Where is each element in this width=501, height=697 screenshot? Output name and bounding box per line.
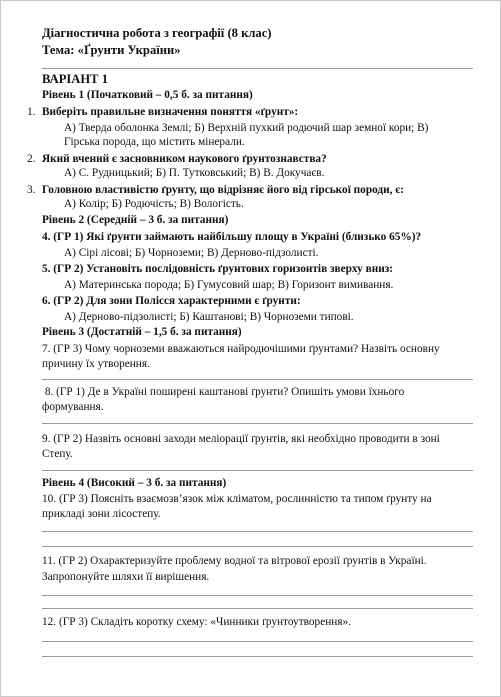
q3-question: Головною властивістю ґрунту, що відрізняє його від гірської породи, є:: [42, 184, 404, 196]
document-title: Діагностична робота з географії (8 клас): [42, 26, 272, 40]
q10-answer-line-2: [42, 546, 473, 547]
level1-heading: Рівень 1 (Початковий – 0,5 б. за питання): [42, 89, 253, 101]
q1-question: Виберіть правильне визначення поняття «ґрунт»:: [42, 106, 299, 118]
variant-heading: ВАРІАНТ 1: [42, 72, 109, 86]
q9-question: 9. (ГР 2) Назвіть основні заходи меліорації ґрунтів, які необхідно проводити в зоні: [42, 433, 440, 445]
q10-question: 10. (ГР 3) Поясніть взаємозв’язок між кліматом, рослинністю та типом ґрунту на: [42, 493, 432, 505]
q9-question-cont: Степу.: [42, 448, 73, 460]
q7-answer-line: [42, 379, 473, 380]
q3-answers: А) Колір; Б) Родючість; В) Вологість.: [64, 198, 244, 210]
q7-question: 7. (ГР 3) Чому чорноземи вважаються найродючішими ґрунтами? Назвіть основну: [42, 343, 440, 355]
q8-question-cont: формування.: [42, 401, 104, 413]
q11-answer-line-1: [42, 595, 473, 596]
level3-heading: Рівень 3 (Достатній – 1,5 б. за питання): [42, 326, 242, 338]
q11-answer-line-2: [42, 608, 473, 609]
level4-heading: Рівень 4 (Високий – 3 б. за питання): [42, 477, 227, 489]
q7-question-cont: причину їх утворення.: [42, 358, 150, 370]
q1-answers: А) Тверда оболонка Землі; Б) Верхній пухкий родючий шар земної кори; В): [64, 122, 429, 134]
q4-question: 4. (ГР 1) Які ґрунти займають найбільшу площу в Україні (близько 65%)?: [42, 231, 422, 243]
q2-number: 2.: [27, 153, 36, 165]
q11-question-cont: Запропонуйте шляхи її вирішення.: [42, 571, 210, 583]
q12-answer-line-1: [42, 641, 473, 642]
document-topic: Тема: «Ґрунти України»: [42, 43, 181, 57]
q12-answer-line-2: [42, 656, 473, 657]
q9-answer-line: [42, 470, 473, 471]
q2-question: Який вчений є засновником наукового ґрунтознавства?: [42, 153, 327, 165]
q4-answers: А) Сірі лісові; Б) Чорноземи; В) Дерново-підзолисті.: [64, 247, 319, 259]
q2-answers: А) С. Рудницький; Б) П. Тутковський; В) В. Докучаєв.: [64, 167, 325, 179]
q8-answer-line: [42, 423, 473, 424]
level2-heading: Рівень 2 (Середній – 3 б. за питання): [42, 214, 229, 226]
q5-answers: А) Материнська порода; Б) Гумусовий шар; В) Горизонт вимивання.: [64, 279, 394, 291]
q1-number: 1.: [27, 106, 36, 118]
q12-question: 12. (ГР 3) Складіть коротку схему: «Чинники ґрунтоутворення».: [42, 616, 351, 628]
q11-question: 11. (ГР 2) Охарактеризуйте проблему водної та вітрової ерозії ґрунтів в Україні.: [42, 555, 427, 567]
q6-question: 6. (ГР 2) Для зони Полісся характерними є ґрунти:: [42, 295, 301, 307]
q5-question: 5. (ГР 2) Установіть послідовність ґрунтових горизонтів зверху вниз:: [42, 263, 394, 275]
header-divider: [42, 68, 473, 69]
q10-answer-line-1: [42, 531, 473, 532]
q8-question: 8. (ГР 1) Де в Україні поширені каштанові ґрунти? Опишіть умови їхнього: [42, 386, 405, 398]
q3-number: 3.: [27, 184, 36, 196]
q6-answers: А) Дерново-підзолисті; Б) Каштанові; В) Чорноземи типові.: [64, 311, 354, 323]
q1-answers-cont: Гірська порода, що містить мінерали.: [64, 136, 245, 148]
q10-question-cont: прикладі зони лісостепу.: [42, 508, 161, 520]
